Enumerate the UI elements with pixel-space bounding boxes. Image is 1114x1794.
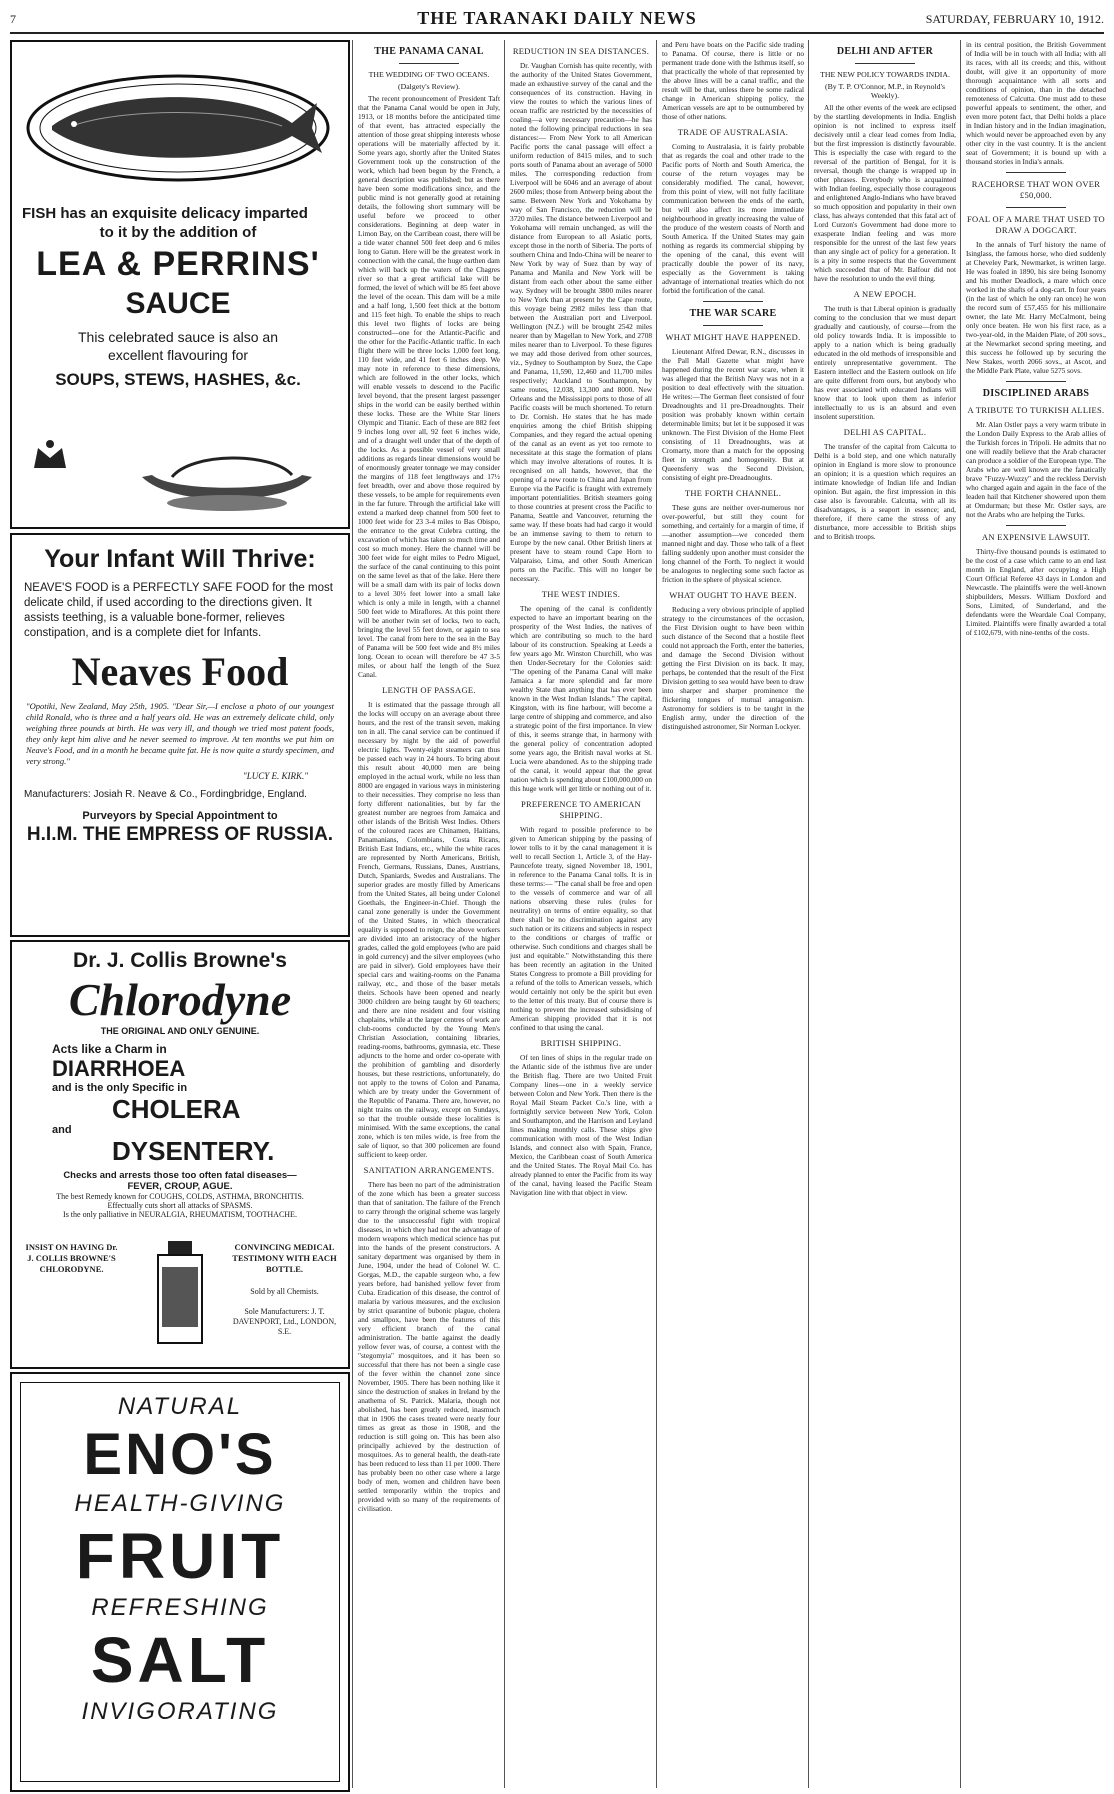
article-paragraph: Dr. Vaughan Cornish has quite recently, with the authority of the United States Government, made an exhaustive survey of the canal and the consequences of its construction. Having in view the routes to which the various lines of ocean traffic are restricted by the necessities of coaling—a very necessary precaution—he has noted the following principal reductions in sea distances:— From New York to all American Pacific ports the canal passage will effect a uniform reduction of 8415 miles, and to such ports south of Panama about an average of 5000 miles. The corresponding reduction from Liverpool will be 6046 and an average of about 2600 miles; those from Antwerp being about the same. Between New York and Yokohama by way of San Francisco, the reduction will be 3720 miles. The distance between Liverpool and Yokohama will remain unchanged, as will the distance from European to all Asiatic ports, except those in the north of Siberia. The ports of southern China and Indo-China will be nearer to New York by way of Suez than by way of Panama and Manila and New York will be distant from each other about the same either way. Sydney will be brought 3800 miles nearer to New York than at present by the Cape route, this voyage being 2982 miles less than that between the Australian port and Liverpool. Wellington (N.Z.) will be brought 2542 miles nearer than by Magellan to New York, and 2708 miles nearer than to Liverpool. To these figures we may add those derived from other sources, viz., Sydney to Southampton by Suez, the Cape and Panama, 11,590, 12,460 and 11,700 miles respectively; Auckland to Southampton, by same routes, 12,038, 13,300 and 8000. New Orleans and the Mississippi ports to those of all Pacific coasts will be much shortened. To return to Dr. Cornish. He states that he has made enquiries among the chief British shipping Companies, and they regard the actual opening of the canal as an event as yet too remote to necessitate at this stage the formation of plans which may involve alterations of routes. It is recognised on all hands, however, that the opening of a new route to China and Japan from Europe via the Pacific is fraught with extremely important potentialities. British steamers going to those countries at present cross the Pacific to Panama, Seattle and Vancouver, returning the same way. If these boats had had cargo it would be an immense saving to them to return to Europe by the new canal. Other British liners at present have to steam round Cape Horn to Valparaiso, Lima, and other South American ports on the Pacific. This will no longer be necessary. bbox=[510, 61, 652, 583]
chlorodyne-brand: Chlorodyne bbox=[68, 974, 292, 1025]
section-heading: BRITISH SHIPPING. bbox=[540, 1038, 622, 1048]
column-rule bbox=[960, 40, 961, 1788]
column-rule bbox=[808, 40, 809, 1788]
article-paragraph: Thirty-five thousand pounds is estimated to be the cost of a case which came to an end last month in England, after occupying a High Court Official Referee 43 days in London and Newcastle. The plaintiffs were the well-known shipbuilders, Messrs. William Doxford and Sons, Limited, of Sunderland, and the defendants were the Weardale Coal Company, Limited. Plaintiffs were finally awarded a total of £102,679, with nine-tenths of the costs. bbox=[966, 547, 1106, 637]
chlorodyne-line-10: Effectually cuts short all attacks of SPASMS. bbox=[107, 1201, 253, 1210]
sauce-boat-illustration bbox=[132, 437, 322, 517]
article-column-war-scare bbox=[662, 40, 804, 1788]
chlorodyne-ad bbox=[10, 940, 350, 1369]
section-heading: SANITATION ARRANGEMENTS. bbox=[363, 1165, 495, 1175]
article-title: AN EXPENSIVE LAWSUIT. bbox=[981, 532, 1091, 542]
article-paragraph: There has been no part of the administration of the zone which has been a greater success than that of sanitation. The failure of the French to carry through the original scheme was largely due to the unsuccessful fight with tropical diseases, in which they had not the advantage of modern weapons which medical science has put into the hands of the present constructors. A sanitary department was organised by them in June, 1904, under the head of Colonel W. C. Gorgas, M.D., the capable surgeon who, a few years before, had banished yellow fever from Cuba. Eradication of this disease, the control of malaria by various measures, and the exclusion by strict quarantine of bubonic plague, cholera and smallpox, have been the features of this very efficient branch of the canal administration. The battle against the deadly yellow fever was, of course, a contest with the "stegomyia" mosquitoes, and it has been so successful that there has not been a single case of the fever within the channel zone since November, 1905. There has been nothing like it since the destruction of snakes in Ireland by the anathema of St. Patrick. Malaria, though not abolished, has been greatly reduced, inasmuch that in 1906 the cases treated were nearly four times as great as those in 1908, and the reduction is still going on. This has been also principally achieved by the destruction of mosquitoes. As to general health, the death-rate has been reduced to less than 11 per 1000. There has probably been no other case where a large body of men, women and children have been settled temporarily within the tropics and provided with so many of the requirements of civilisation. bbox=[358, 1180, 500, 1513]
eno-salt: SALT bbox=[90, 1624, 270, 1696]
section-heading: THE FORTH CHANNEL. bbox=[684, 488, 782, 498]
article-paragraph: Coming to Australasia, it is fairly probable that as regards the coal and other trade to the Pacific ports of North and South America, the course of the return voyages may be considerably modified. The canal, however, from this point of view, will not fully facilitate communication between the ends of the earth, but will also affect its more immediate neighbourhood in greatly increasing the value of the produce of the western coasts of North and South America. If the United States may gain nothing as regards its commercial shipping by the opening of the canal, this event will practically double the power of its navy, especially as the Government is taking advantage of international treaties which do not forbid the fortification of the canal. bbox=[662, 142, 804, 295]
article-source: (Dalgety's Review). bbox=[397, 82, 461, 91]
article-paragraph: Of ten lines of ships in the regular trade on the Atlantic side of the isthmus five are under the British flag. There are two United Fruit Company lines—one in a weekly service between Colon and New York. Then there is the Royal Mail Steam Packet Co.'s line, with a fortnightly service between New York, Colon and Southampton, and the Harrison and Leyland lines making monthly calls. These ships give communication with most of the West Indian Islands, and connect also with Spain, France, Mexico, the Caribbean coast of South America and the United States. The Royal Mail Co. has already planned to enter the Pacific from its way of the canal, having leased the Pacific Steam Navigation line with that object in view. bbox=[510, 1053, 652, 1197]
neave-royal-warrant: H.I.M. THE EMPRESS OF RUSSIA. bbox=[26, 824, 334, 845]
article-column-misc bbox=[966, 40, 1106, 1788]
section-heading: PREFERENCE TO AMERICAN SHIPPING. bbox=[520, 799, 642, 820]
article-title: THE PANAMA CANAL bbox=[374, 46, 484, 57]
article-byline: (By T. P. O'Connor, M.P., in Reynold's Weekly). bbox=[824, 82, 946, 100]
newspaper-title: THE TARANAKI DAILY NEWS bbox=[417, 8, 697, 28]
article-paragraph: With regard to possible preference to be given to American shipping by the passing of lower tolls to it by the canal management it is well to recall Section 1, Article 3, of the Hay-Pauncefote treaty, signed November 18, 1901, in reference to the Panama Canal tolls. It is in these terms:— "The canal shall be free and open to the vessels of commerce and war of all nations observing these rules (rules for neutrality) on terms of entire equality, so that there shall be no discrimination against any such nation or its citizens and subjects in respect to the conditions or charges of traffic or otherwise. Such conditions and charges shall be just and equitable." Notwithstanding this there has been recently an agitation in the United States Congress to promote a Bill providing for a refund of the tolls to American vessels, which would certainly not only be the spirit but even to the letter of this treaty. But of course there is nothing to prevent the increased subsidising of American shipping provided that it is not confined to that using the canal. bbox=[510, 825, 652, 1032]
column-rule bbox=[352, 40, 353, 1788]
article-paragraph: The transfer of the capital from Calcutta to Delhi is a bold step, and one which naturally opinion in England is more slow to pronounce an opinion; it is a question which requires an intimate knowledge of Indian life and Indian opinion. But again, the first impression in this case also is favourable. Calcutta, with all its disadvantages, is a seaport in essence; and, therefore, if there came the stress of any disturbance, more accessible to British ships and to British troops. bbox=[814, 442, 956, 541]
article-title: DELHI AND AFTER bbox=[836, 46, 934, 57]
lea-product: SAUCE bbox=[125, 287, 231, 320]
neave-testimonial: "Opotiki, New Zealand, May 25th, 1905. "Dear Sir,—I enclose a photo of our youngest child Ronald, who is three and a half years old. He was an extremely delicate child, only weighing three pounds at birth. He was very ill, and though we tried most patent foods, they only kept him alive and he never seemed to improve. At ten months we put him on Neave's Food, and in a month he became quite fat. He is now quite a sturdy specimen, and very strong." bbox=[26, 701, 334, 766]
article-paragraph: and Peru have boats on the Pacific side trading to Panama. Of course, there is little or no permanent trade done with the Isthmus itself, so that practically the whole of that represented by the above lines will be a canal traffic, and the result will be that, unless there be some radical change in American shipping policy, the American vessels are apt to be outnumbered by those of other nations. bbox=[662, 40, 804, 121]
section-heading: DELHI AS CAPITAL. bbox=[843, 427, 927, 437]
chlorodyne-cholera: CHOLERA bbox=[112, 1094, 241, 1124]
lea-perrins-ad bbox=[10, 40, 350, 529]
chlorodyne-convincing: CONVINCING MEDICAL TESTIMONY WITH EACH BOTTLE. bbox=[232, 1242, 337, 1274]
neave-headline: Your Infant Will Thrive: bbox=[44, 545, 316, 573]
lea-line-4: excellent flavouring for bbox=[107, 347, 249, 363]
masthead bbox=[10, 6, 1104, 34]
article-column-panama-cont bbox=[510, 40, 652, 1788]
column-rule bbox=[656, 40, 657, 1788]
chlorodyne-line-8: FEVER, CROUP, AGUE. bbox=[127, 1181, 233, 1192]
section-heading: WHAT MIGHT HAVE HAPPENED. bbox=[665, 332, 801, 342]
lea-line-5: SOUPS, STEWS, HASHES, &c. bbox=[55, 370, 301, 389]
chlorodyne-line-9: The best Remedy known for COUGHS, COLDS, ASTHMA, BRONCHITIS. bbox=[56, 1192, 304, 1201]
article-title: RACEHORSE THAT WON OVER £50,000. bbox=[971, 179, 1101, 200]
eno-invigorating: INVIGORATING bbox=[81, 1698, 279, 1725]
neave-copy: NEAVE'S FOOD is a PERFECTLY SAFE FOOD for the most delicate child, if used according to the directions given. It assists teething, is a valuable bone-former, relieves constipation, and is a complete diet for Infants. bbox=[24, 582, 333, 639]
chlorodyne-diarrhoea: DIARRHOEA bbox=[52, 1056, 186, 1081]
article-subtitle: A TRIBUTE TO TURKISH ALLIES. bbox=[967, 405, 1105, 415]
fish-platter-illustration bbox=[12, 48, 344, 198]
royal-crest-icon bbox=[30, 438, 70, 472]
article-paragraph: The recent pronouncement of President Taft that the Panama Canal would be open in July, 1913, or 18 months before the anticipated time of that event, has attracted especially the attention of those great shipping interests whose operations will be materially affected by it. Some years ago, shortly after the United States Government took up the construction of the work, which had been begun by the French, a general description was published; but as there have been some modifications since, and the public mind is not generally good at retaining details, the following short summary will be useful before we proceed to other considerations. Beginning at deep water in Limon Bay, on the Carribean coast, there will be a tide water channel 500 feet deep and 6 miles long to Gatun. Here will be the greatest work in connection with the canal, the huge earthen dam which will back up the waters of the Chagres river so that a great artificial lake will be formed, the level of which will be 85 feet above the level of the ocean. This dam will be a mile and a half long, 1,500 feet thick at the bottom and 115 feet high. To enable the ships to reach this level two flights of locks are being constructed—one for the Atlantic-Pacific and the other for the Pacific-Atlantic traffic. In each flight there will be three locks 1,000 feet long, 110 feet wide, and 41 feet 6 inches deep. We may note in reference to these dimensions, which are followed in the other locks, which will enable vessels to descend to the Pacific level beyond, that the present largest passenger ships in the world can be easily berthed within these locks. These are the White Star liners Olympic and Titanic. Each of these are 882 feet 9 inches long over all, 92 feet 6 inches wide, and of a draught well under that of the depth of the locks. As a possible vessel of very small additions as regards linear dimensions would be of enormously greater tonnage we may consider the margins of 118 feet lengthways and 17½ feet breadth, over and above those required by these vessels, to be ample for requirements even in the far future. Through the artificial lake will extend a marked deep channel from 500 feet to 1000 feet wide for 23 3-4 miles to Bas Obispo, the entrance to the great Culebra cutting, the excavation of which has taken so much time and cost so much money. Here the channel will be 300 feet wide for eight miles to Pedro Miguel, the surface of the canal continuing to this point on the same level as that of the lake. Here there will be a small dam with its pair of locks down to a level 30½ feet lower into a small lake which is only a mile in length, with a channel 500 feet wide to Miraflores. At this point there will be another twin set of locks, two to each, bringing the level 55 feet down, or again to sea level. The canal from here to the sea in the Bay of Panama will be 500 feet wide and 8½ miles long. Ocean to ocean will therefore be 47 3-5 miles, or about half the length of the Suez Canal. bbox=[358, 94, 500, 679]
section-heading: A NEW EPOCH. bbox=[853, 289, 917, 299]
chlorodyne-sold: Sold by all Chemists. bbox=[250, 1287, 319, 1296]
article-paragraph: The truth is that Liberal opinion is gradually coming to the conclusion that we must depart gradually and cautiously, of course—from the old policy towards India. It is impossible to apply to a nation which is being gradually educated in the old methods of irresponsible and entirely unrepresentative government. The Eastern intellect and the Eastern outlook on life are quite different from ours, but anybody who has ever associated with educated Indians will know that to look upon them as inferior intellectually to us is an absurd and even insolent superstition. bbox=[814, 304, 956, 421]
chlorodyne-line-1: Acts like a Charm in bbox=[52, 1042, 167, 1056]
article-title: DISCIPLINED ARABS bbox=[982, 388, 1090, 399]
chlorodyne-dysentery: DYSENTERY. bbox=[112, 1136, 275, 1166]
chlorodyne-insist: INSIST ON HAVING Dr. J. COLLIS BROWNE'S CHLORODYNE. bbox=[25, 1242, 118, 1274]
chlorodyne-line-11: Is the only palliative in NEURALGIA, RHEUMATISM, TOOTHACHE. bbox=[63, 1210, 297, 1219]
chlorodyne-maker: Dr. J. Collis Browne's bbox=[73, 949, 287, 972]
article-subtitle: FOAL OF A MARE THAT USED TO DRAW A DOGCART. bbox=[967, 214, 1105, 235]
lea-line-1: FISH has an exquisite delicacy imparted bbox=[22, 205, 308, 222]
article-column-panama bbox=[358, 40, 500, 1788]
eno-refreshing: REFRESHING bbox=[91, 1594, 269, 1621]
section-heading: THE WEST INDIES. bbox=[541, 589, 621, 599]
article-title: THE WAR SCARE bbox=[689, 308, 777, 319]
section-heading: REDUCTION IN SEA DISTANCES. bbox=[512, 46, 650, 56]
article-paragraph: It is estimated that the passage through all the locks will occupy on an average about three hours, and the rest of the transit seven, making ten in all. The canal service can be continued if necessary by night by the aid of powerful electric lights. Twenty-eight steamers can thus be passed each way in 24 hours. To bring about this result about 40,000 men are being employed in the actual work, while no less than 8000 are engaged in various ways in ministering to their necessities. They comprise no less than forty different nationalities, but by far the greatest number are negroes from Jamaica and other islands of the British West Indies. Others of the coloured races are Chinamen, Haitians, Panamanians, Colombians, Costa Ricans, British East Indians, etc., while the white races are represented by North Americans, British, French, Germans, Russians, Danes, Austrians, Dutch, Spaniards, Swedes and Australians. The superior grades are mostly filled by Americans from the United States, all being under Colonel Goethals, the Engineer-in-Chief. Though the canal zone generally is under the Government of the United States, in which theocratical equality is supposed to reign, the above workers are divided into an aristocracy of the higher grades, called the gold employees (who are paid in gold currency) and the silver employees (who are paid in silver). Gold employees have their special cars and waiting-rooms on the Panama railway, etc., and those of the baser metals theirs. Schools have been opened and nearly 3000 children are being taught by 60 teachers; and there are nine resident and four visiting chaplains, while at the larger centres of work are club-rooms conducted by the Young Men's Christian Association, containing libraries, reading-rooms, bathrooms, gymnasia, etc. These adjuncts to the home and order co-operate with the prohibition of gambling and disorderly houses, but these restrictions, unfortunately, do not apply to the towns of Colon and Panama, which are by treaty under the Government of the Republic of Panama. There are, however, no night trains on the railway, except on Sundays, so that the trouble outside these localities is minimised. With the same exceptions, the canal zone, which is ten miles wide, is free from the sale of liquor, so that 300 policemen are found sufficient to keep order. bbox=[358, 700, 500, 1159]
chlorodyne-maker-address: Sole Manufacturers: J. T. DAVENPORT, Ltd., LONDON, S.E. bbox=[232, 1307, 337, 1336]
enos-fruit-salt-ad bbox=[10, 1372, 350, 1792]
article-paragraph: in its central position, the British Government of India will be in touch with all India; with all its races, with all its creeds; and this, without doubt, will give it an opportunity of more thorough acquaintance with all sorts and conditions of opinion, than in the detached remoteness of Calcutta. One must add to these powerful appeals to sentiment, the other, and even more potent fact, that Delhi holds a place in Indian history and in the Indian imagination, which would never be approached even by any other city in the vast country. It is the ancient seat of Government; it is bound up with a thousand stories in India's annals. bbox=[966, 40, 1106, 166]
page-number: 7 bbox=[10, 12, 16, 26]
article-paragraph: The opening of the canal is confidently expected to have an important bearing on the prosperity of the West Indies, the natives of which are contributing so much to the hard labour of its construction. Speaking at Leeds a few years ago Mr. Winston Churchill, who was then Under-Secretary for the Colonies said: "The opening of the Panama Canal will make Jamaica a far more splendid and far more wealthy State than anything that has ever been known in the West Indian Islands." The capital, Kingston, with its fine harbour, will become a large centre of shipping and commerce, and also a strategic point of the first importance. In view of this, it seems strange that, in harmony with the general policy of concentration adopted some years ago, the British naval works at St. Lucia were abandoned. As to the shipping trade of the canal, it would appear that the great nation which is spending about £100,000,000 on this huge work will get little or nothing out of it. bbox=[510, 604, 652, 793]
neave-brand: Neaves Food bbox=[71, 649, 289, 694]
section-heading: TRADE OF AUSTRALASIA. bbox=[677, 127, 789, 137]
article-paragraph: Mr. Alan Ostler pays a very warm tribute in the London Daily Express to the Arab allies of the Turkish forces in Tripoli. He admits that no one will readily believe that the Arab character can produce a soldier of the European type. The Arabs who are well known are the fanatically brave "Fuzzy-Wuzzy" and the reckless Dervish who charged again and again in the face of the leaden hail that Kitchener showered upon them at Omdurman; but these Mr. Ostler says, are not the Arabs who are helping the Turks. bbox=[966, 420, 1106, 519]
article-subtitle: THE WEDDING OF TWO OCEANS. bbox=[368, 70, 490, 79]
lea-line-2: to it by the addition of bbox=[99, 224, 257, 241]
eno-fruit: FRUIT bbox=[75, 1520, 285, 1592]
eno-brand: ENO'S bbox=[83, 1422, 277, 1487]
article-paragraph: All the other events of the week are eclipsed by the startling developments in India. English opinion is not inclined to express itself decisively until a clear lead comes from India, but the first impression is distinctly favourable. This is especially the case with regard to the reversal of the partition of Bengal, for it is reversal, though the change is wrapped up in other phrases. Everybody who is acquainted with Indian feeling, especially those courageous and enlightened Anglo-Indians who have braved so much opposition and popularity in their own class, has always contended that this fatal act of Lord Curzon's Government had done more to exasperate Indian feeling and was more responsible for the unrest of the last few years than any single act of policy for a generation. It is a pity in some respects that the Government which succeeded that of Mr. Balfour did not have the resolution to undo the evil thing. bbox=[814, 103, 956, 283]
article-paragraph: Reducing a very obvious principle of applied strategy to the circumstances of the occasion, the First Division ought to have been within such distance of the Second that a hostile fleet could not approach the Forth, enter the batteries, and damage the Second Division without getting the First Division on its back. It may, perhaps, be contended that the result of the First Division getting to sea would have been to draw into sharper and sharper prominence the flickering tongues of mutual antagonism. Astronomy for soldiers is to be taught in the English army, under the direction of the distinguished astronomer, Sir Norman Lockyer. bbox=[662, 605, 804, 731]
section-heading: WHAT OUGHT TO HAVE BEEN. bbox=[669, 590, 797, 600]
neaves-food-ad bbox=[10, 533, 350, 937]
neave-signature: "LUCY E. KIRK." bbox=[242, 771, 308, 781]
neave-manufacturers: Manufacturers: Josiah R. Neave & Co., Fordingbridge, England. bbox=[24, 789, 307, 800]
column-rule bbox=[504, 40, 505, 1788]
chlorodyne-and: and bbox=[52, 1124, 72, 1136]
article-paragraph: These guns are neither over-numerous nor over-powerful, but still they count for something, and certainly for a margin of time, if—another assumption—we conceded them manned night and day. Those who talk of a fleet falling suddenly upon another must consider the long channel of the Forth. To neglect it would be analogous to neglecting some such factor as friction in the sphere of physical science. bbox=[662, 503, 804, 584]
lea-line-3: This celebrated sauce is also an bbox=[78, 329, 278, 345]
chlorodyne-line-3: and is the only Specific in bbox=[52, 1082, 188, 1094]
eno-health-giving: HEALTH-GIVING bbox=[74, 1490, 286, 1517]
article-paragraph: In the annals of Turf history the name of Isinglass, the famous horse, who died suddenly at Cheveley Park, Newmarket, is written large. He was foaled in 1890, his sire being Isonomy and his mother Deadlock, a mare which once worked in the shafts of a dog-cart. In four years (in the last of which he only ran once) he won the record sum of £57,455 for his millionaire owner, the late Mr. Harry McCalmont, being only once beaten. He won his first race, as a two-year-old, in the Maiden Plate, of 200 sovs., at the Newmarket second spring meeting, and this success he followed up by securing the New Stakes, worth 2066 sovs., at Ascot, and the Middle Park Plate, value 5275 sovs. bbox=[966, 240, 1106, 375]
article-column-delhi bbox=[814, 40, 956, 1788]
article-subtitle: THE NEW POLICY TOWARDS INDIA. bbox=[820, 70, 950, 79]
section-heading: LENGTH OF PASSAGE. bbox=[382, 685, 476, 695]
issue-date: SATURDAY, FEBRUARY 10, 1912. bbox=[925, 12, 1104, 26]
chlorodyne-tagline: THE ORIGINAL AND ONLY GENUINE. bbox=[100, 1026, 260, 1036]
lea-brand: LEA & PERRINS' bbox=[36, 245, 320, 283]
eno-natural: NATURAL bbox=[117, 1393, 243, 1420]
chlorodyne-line-7: Checks and arrests those too often fatal diseases— bbox=[63, 1170, 297, 1181]
chlorodyne-bottle-illustration bbox=[150, 1237, 210, 1347]
neave-purveyors: Purveyors by Special Appointment to bbox=[82, 810, 278, 822]
article-paragraph: Lieutenant Alfred Dewar, R.N., discusses in the Pall Mall Gazette what might have happened during the recent war scare, when it was alleged that the British Navy was not in a position to deal effectively with the situation. He writes:—The German fleet consisted of four Dreadnoughts and 11 pre-Dreadnoughts. Their position was probably known within certain determinable limits; but let it be supposed it was unknown. The First Division of the Home Fleet consisting of 11 Dreadnoughts, was at Cromarty, more than a match for the opposing fleet in strength and homogeneity. But at Queensferry was the Second Division, consisting of eight pre-Dreadnoughts. bbox=[662, 347, 804, 482]
